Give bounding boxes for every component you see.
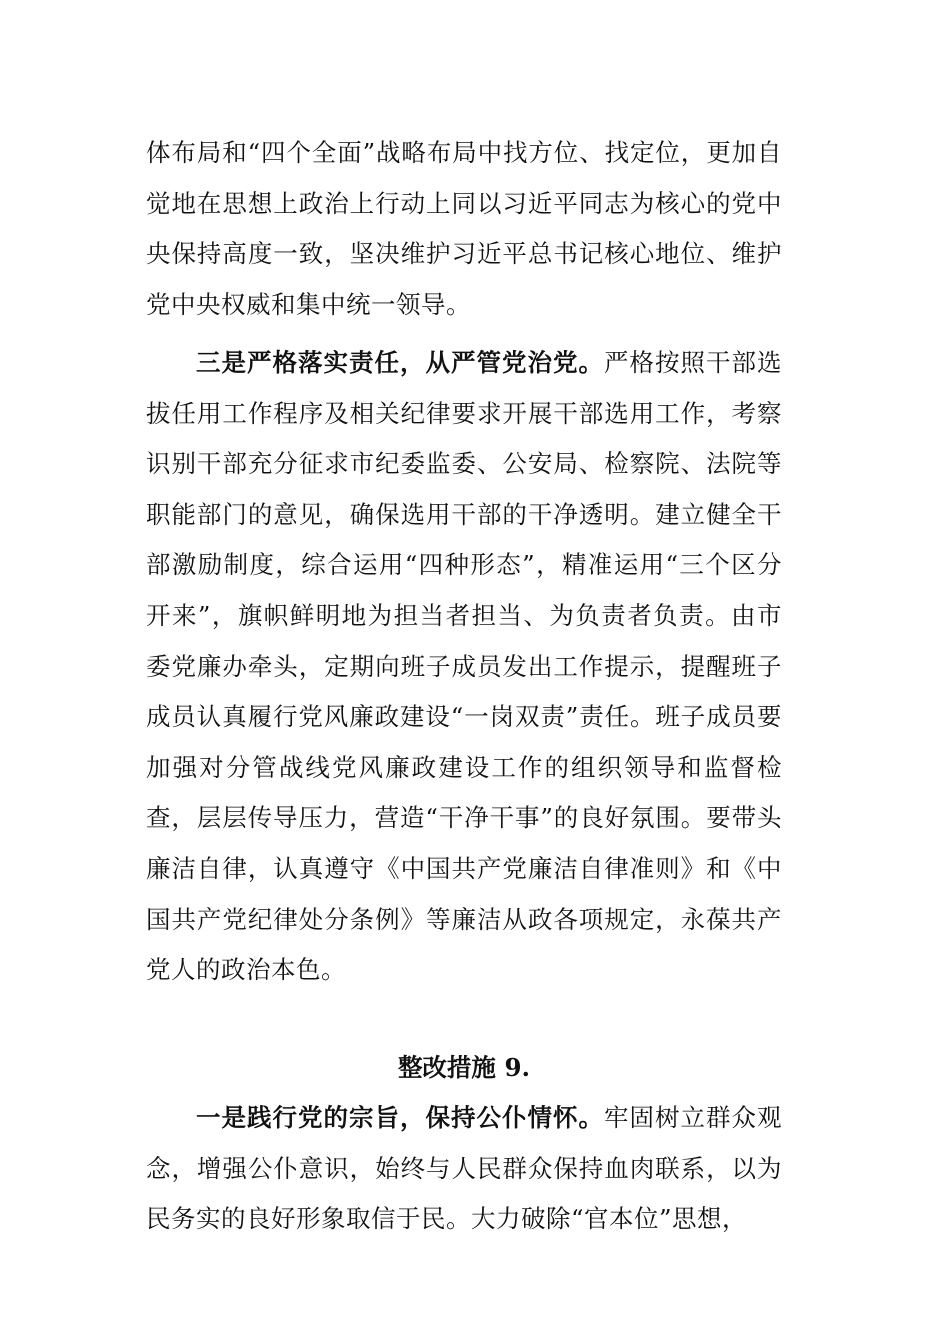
paragraph-purpose (146, 1093, 782, 1245)
paragraph-body: 体布局和“四个全面”战略布局中找方位、找定位，更加自觉地在思想上政治上行动上同以习近平同志为核心的党中央保持高度一致，坚决维护习近平总书记核心地位、维护党中央权威和集中统一领导。 (146, 138, 782, 319)
paragraph-lead: 一是践行党的宗旨，保持公仆情怀。 (196, 1103, 604, 1132)
paragraph-responsibility (146, 338, 782, 996)
paragraph-text: 严格按照干部选拔任用工作程序及相关纪律要求开展干部选用工作，考察识别干部充分征求市纪委监委、公安局、检察院、法院等职能部门的意见，确保选用干部的干净透明。建立健全干部激励制度，综合运用“四种形态”，精准运用“三个区分开来”，旗帜鲜明地为担当者担当、为负责者负责。由市委党廉办牵头，定期向班子成员发出工作提示，提醒班子成员认真履行党风廉政建设“一岗双责”责任。班子成员要加强对分管战线党风廉政建设工作的组织领导和监督检查，层层传导压力，营造“干净干事”的良好氛围。要带头廉洁自律，认真遵守《中国共产党廉洁自律准则》和《中国共产党纪律处分条例》等廉洁从政各项规定，永葆共产党人的政治本色。 (146, 348, 782, 985)
paragraph-body (146, 338, 782, 996)
section-heading: 整改措施 9. (397, 1053, 531, 1082)
paragraph-body (146, 1093, 782, 1245)
paragraph-text: 牢固树立群众观念，增强公仆意识，始终与人民群众保持血肉联系，以为民务实的良好形象取信于民。大力破除“官本位”思想， (146, 1103, 782, 1234)
paragraph-continued (146, 128, 782, 330)
paragraph-lead: 三是严格落实责任，从严管党治党。 (196, 348, 604, 377)
